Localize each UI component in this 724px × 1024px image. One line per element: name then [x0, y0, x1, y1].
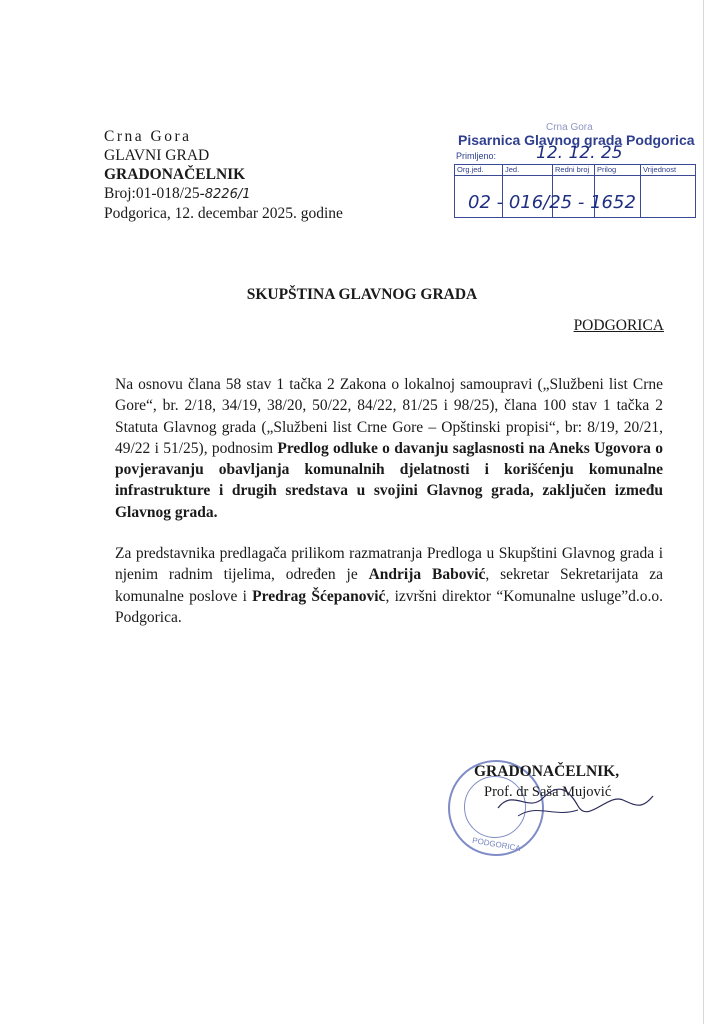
stamp-title-faint: Crna Gora: [546, 122, 593, 133]
letter-body: [115, 374, 663, 648]
city-line: GLAVNI GRAD: [104, 147, 210, 164]
paragraph-1-intro: Na osnovu člana 58 stav 1 tačka 2 Zakona o lokalnoj samoupravi („Službeni list Crne Gore“, br. 2/18, 34/19, 38/20, 50/22, 84/22, 81/25 i 98/25), člana 100 stav 1 tačka 2 Statuta Glavnog grada („Službeni list Crne Gore – Opštinski propisi“, br: 8/19, 20/21, 49/22 i 51/25), podnosim: [115, 376, 663, 457]
proposal-title: Predlog odluke o davanju saglasnosti na Aneks Ugovora o povjeravanju obavljanja komunalnih djelatnosti i korišćenju komunalne infrastrukture i drugih sredstava u svojini Glavnog grada, zaključen između Glavnog grada.: [115, 439, 663, 521]
page-edge-line: [703, 0, 704, 1024]
signature-block: [448, 760, 688, 890]
stamp-cell: [641, 176, 695, 217]
office-name: GRADONAČELNIK: [104, 166, 246, 183]
seal-text: PODGORICA: [471, 835, 522, 854]
handwritten-signature: [458, 768, 658, 828]
stamp-received-date: 12. 12. 25: [536, 143, 623, 163]
recipient-name: SKUPŠTINA GLAVNOG GRADA: [246, 286, 478, 303]
paragraph-2-part-c: , izvršni direktor “Komunalne usluge”d.o.o. Podgorica.: [115, 587, 663, 626]
paragraph-2: [115, 543, 663, 628]
stamp-received-row: [456, 143, 623, 163]
stamp-col-header: Jed.: [503, 165, 553, 176]
representative-name-2: Predrag Šćepanović: [252, 587, 386, 605]
paragraph-2-part-a: Za predstavnika predlagača prilikom razmatranja Predloga u Skupštini Glavnog grada i njenim radnim tijelima, određen je: [115, 545, 663, 584]
paragraph-2-part-b: , sekretar Sekretarijata za komunalne poslove i: [115, 566, 663, 605]
stamp-registry-number: 02 - 016/25 - 1652: [468, 192, 636, 213]
stamp-received-label: Primljeno:: [456, 151, 497, 161]
stamp-col-header: Vrijednost: [641, 165, 695, 176]
representative-name-1: Andrija Babović: [368, 566, 486, 584]
stamp-col-header: Prilog: [595, 165, 641, 176]
document-number-prefix: Broj:01-018/25-: [104, 185, 205, 202]
recipient-city: PODGORICA: [573, 317, 664, 334]
country-name: Crna Gora: [104, 128, 192, 145]
signatory-title: GRADONAČELNIK,: [474, 763, 620, 780]
document-number: [104, 184, 343, 204]
stamp-col-header: Org.jed.: [455, 165, 503, 176]
document-number-handwritten: 8226/1: [204, 187, 251, 202]
registry-stamp: [448, 120, 698, 220]
stamp-col-header: Redni broj: [553, 165, 595, 176]
stamp-title-text: Pisarnica Glavnog grada Podgorica: [458, 132, 695, 148]
paragraph-1: [115, 374, 663, 523]
document-date: Podgorica, 12. decembar 2025. godine: [104, 205, 343, 222]
signatory-name: Prof. dr Saša Mujović: [484, 784, 612, 800]
letterhead: [104, 127, 343, 223]
